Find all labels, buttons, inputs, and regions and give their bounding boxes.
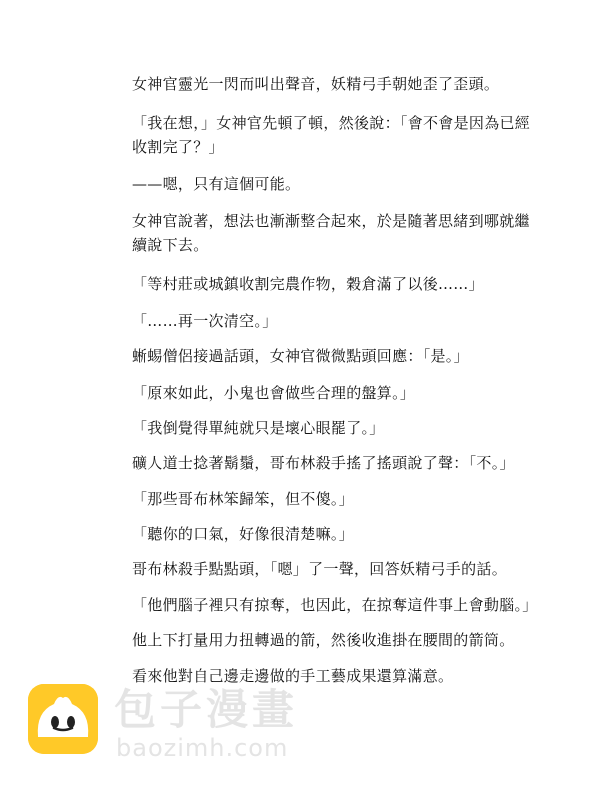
watermark-url-text: baozimh.com xyxy=(116,734,289,762)
paragraph-8: 「原來如此，小鬼也會做些合理的盤算。」 xyxy=(132,384,416,402)
paragraph-16: 看來他對自己邊走邊做的手工藝成果還算滿意。 xyxy=(132,667,454,685)
paragraph-12: 「聽你的口氣，好像很清楚嘛。」 xyxy=(132,525,355,543)
paragraph-4: 女神官說著，想法也漸漸整合起來，於是隨著思緒到哪就繼續說下去。 xyxy=(132,212,530,254)
paragraph-10: 礦人道士捻著鬍鬚，哥布林殺手搖了搖頭說了聲：「不。」 xyxy=(132,454,515,472)
paragraph-9: 「我倒覺得單純就只是壞心眼罷了。」 xyxy=(132,419,385,437)
site-watermark xyxy=(28,684,328,764)
watermark-chinese-text: 包子漫畫 xyxy=(114,685,299,734)
paragraph-6: 「……再一次清空。」 xyxy=(132,312,278,330)
paragraph-3: ——嗯，只有這個可能。 xyxy=(132,175,301,193)
bun-mascot-icon xyxy=(28,684,98,754)
paragraph-13: 哥布林殺手點點頭，「嗯」了一聲，回答妖精弓手的話。 xyxy=(132,560,508,578)
paragraph-15: 他上下打量用力扭轉過的箭，然後收進掛在腰間的箭筒。 xyxy=(132,631,515,649)
bun-mascot-graphic xyxy=(28,684,98,754)
paragraph-2: 「我在想，」女神官先頓了頓，然後說：「會不會是因為已經收割完了？」 xyxy=(132,114,531,156)
paragraph-11: 「那些哥布林笨歸笨，但不傻。」 xyxy=(132,490,355,508)
paragraph-14: 「他們腦子裡只有掠奪，也因此，在掠奪這件事上會動腦。」 xyxy=(132,596,538,614)
paragraph-7: 蜥蜴僧侶接過話頭，女神官微微點頭回應：「是。」 xyxy=(132,347,469,365)
paragraph-5: 「等村莊或城鎮收割完農作物，穀倉滿了以後……」 xyxy=(132,275,484,293)
paragraph-1: 女神官靈光一閃而叫出聲音，妖精弓手朝她歪了歪頭。 xyxy=(132,75,500,93)
